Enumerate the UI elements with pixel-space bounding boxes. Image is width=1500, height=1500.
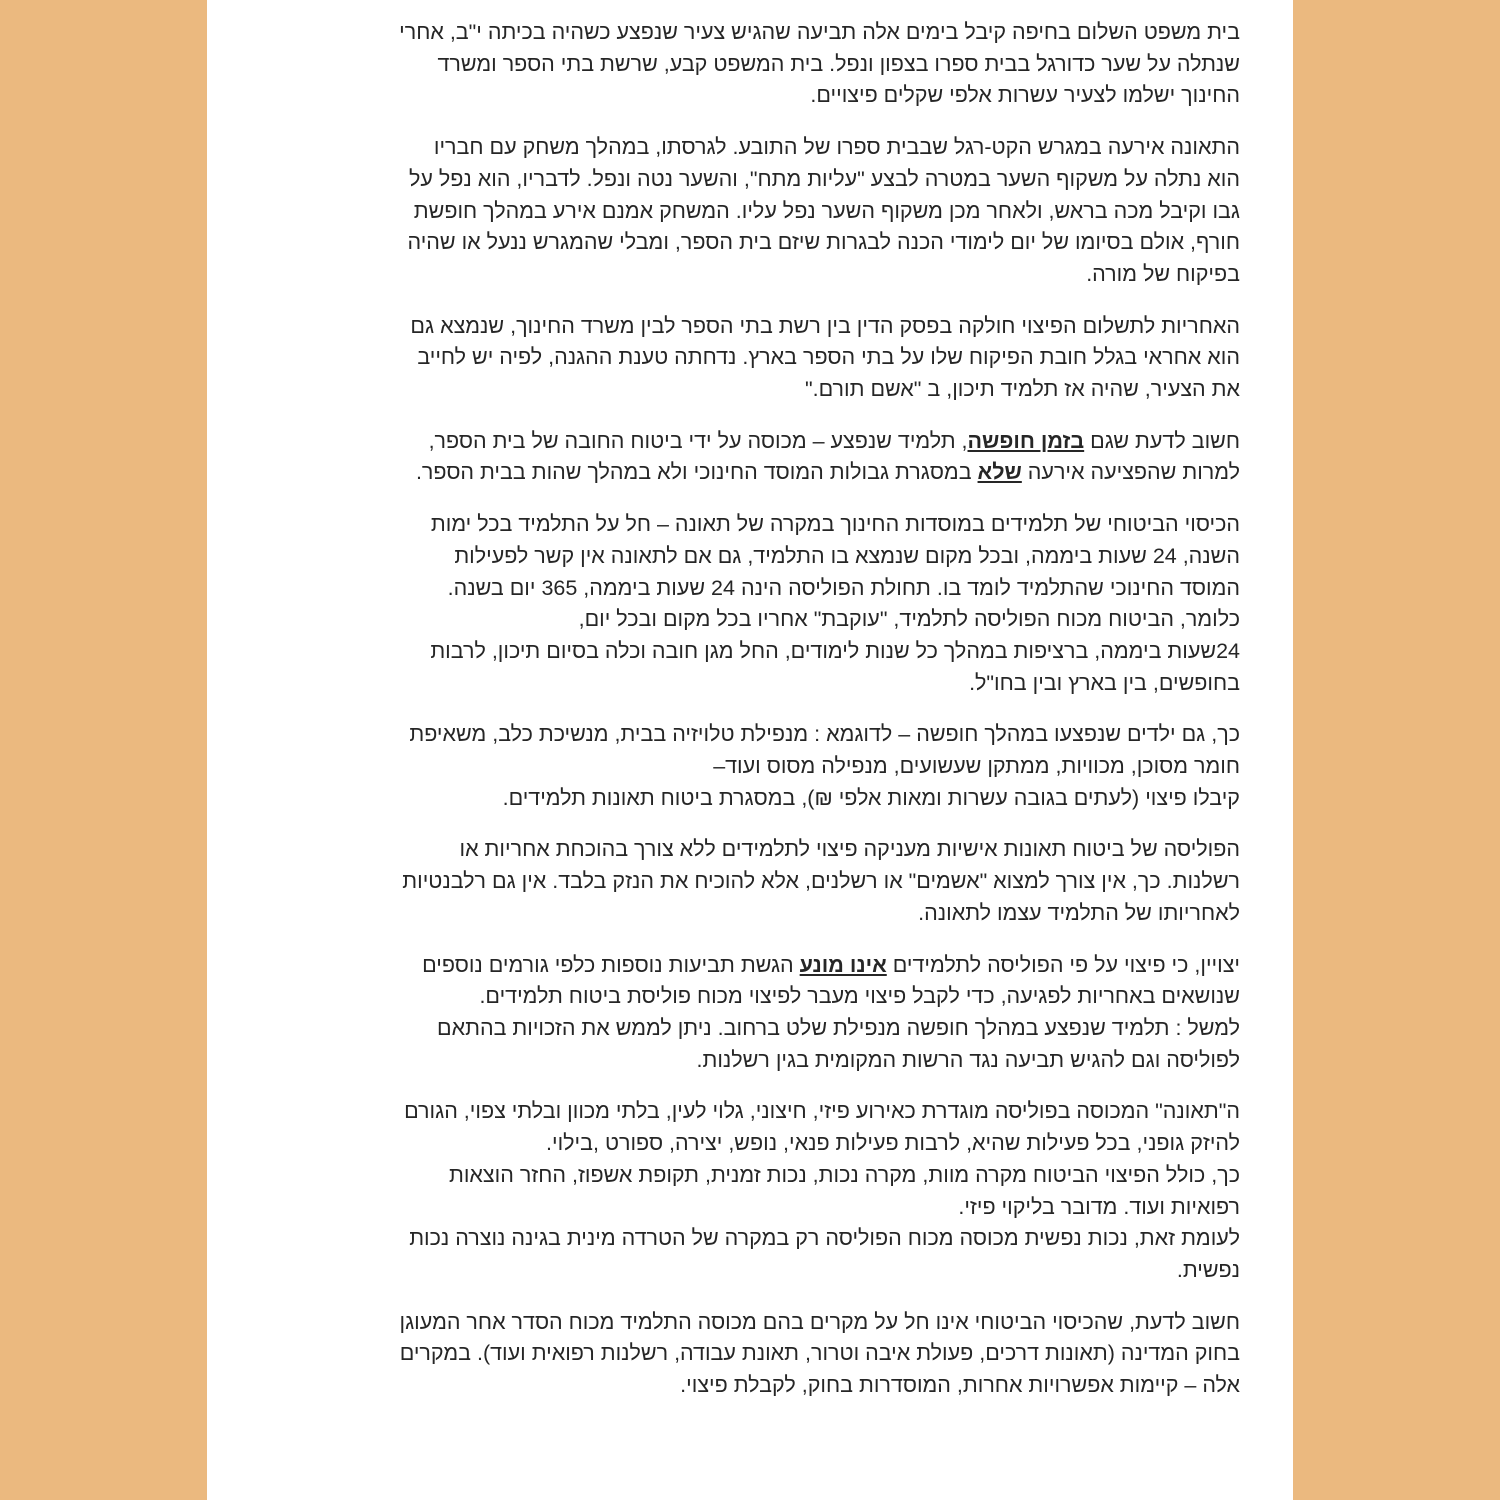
text-line	[287, 783, 1240, 815]
text-run: קיבלו פיצוי (לעתים בגובה עשרות ומאות אלפי ₪), במסגרת ביטוח תאונות תלמידים.	[502, 785, 1240, 810]
text-run: חומר מסוכן, מכוויות, ממתקן שעשועים, מנפילה מסוס ועוד–	[713, 754, 1240, 779]
text-run: ה"תאונה" המכוסה בפוליסה מוגדרת כאירוע פיזי, חיצוני, גלוי לעין, בלתי מכוון ובלתי צפוי, הגורם	[404, 1099, 1240, 1124]
text-line	[287, 426, 1240, 458]
text-run: שנתלה על שער כדורגל בבית ספרו בצפון ונפל. בית המשפט קבע, שרשת בתי הספר ומשרד	[437, 51, 1240, 76]
emphasized-text: אינו מונע	[799, 952, 887, 977]
text-line	[287, 981, 1240, 1013]
article-paragraph	[287, 834, 1240, 929]
text-line	[287, 866, 1240, 898]
article-body	[287, 17, 1240, 1422]
text-line	[287, 80, 1240, 112]
text-run: השנה, 24 שעות ביממה, ובכל מקום שנמצא בו התלמיד, גם אם לתאונה אין קשר לפעילות	[454, 543, 1240, 568]
text-line	[287, 196, 1240, 228]
text-run: בית משפט השלום בחיפה קיבל בימים אלה תביעה שהגיש צעיר שנפצע כשהיה בכיתה י"ב, אחרי	[399, 20, 1240, 44]
article-paragraph	[287, 311, 1240, 406]
article-paragraph	[287, 1307, 1240, 1402]
text-run: אלה – קיימות אפשרויות אחרות, המוסדרות בחוק, לקבלת פיצוי.	[680, 1373, 1240, 1398]
text-line	[287, 1370, 1240, 1402]
text-run: חשוב לדעת שגם	[1084, 428, 1240, 453]
text-run: הכיסוי הביטוחי של תלמידים במוסדות החינוך במקרה של תאונה – חל על התלמיד בכל ימות	[430, 512, 1240, 537]
text-line	[287, 573, 1240, 605]
article-paragraph	[287, 509, 1240, 699]
text-run: למשל : תלמיד שנפצע במהלך חופשה מנפילת שלט ברחוב. ניתן לממש את הזכויות בהתאם	[437, 1015, 1240, 1040]
text-run: כלומר, הביטוח מכוח הפוליסה לתלמיד, "עוקבת" אחריו בכל מקום ובכל יום,	[578, 607, 1240, 632]
text-line	[287, 1223, 1240, 1255]
text-line	[287, 132, 1240, 164]
text-run: למרות שהפציעה אירעה	[1021, 460, 1240, 485]
emphasized-text: שלא	[977, 460, 1022, 485]
text-line	[287, 1128, 1240, 1160]
text-run: חשוב לדעת, שהכיסוי הביטוחי אינו חל על מקרים בהם מכוסה התלמיד מכוח הסדר אחר המעוגן	[399, 1309, 1240, 1334]
text-run: חורף, אולם בסיומו של יום לימודי הכנה לבגרות שיזם בית הספר, ומבלי שהמגרש ננעל או שהיה	[407, 230, 1240, 255]
text-run: לפוליסה וגם להגיש תביעה נגד הרשות המקומית בגין רשלנות.	[696, 1047, 1240, 1072]
text-line	[287, 1338, 1240, 1370]
text-line	[287, 719, 1240, 751]
text-run: רשלנות. כך, אין צורך למצוא "אשמים" או רשלנים, אלא להוכיח את הנזק בלבד. אין גם רלבנטיות	[402, 869, 1240, 894]
text-line	[287, 1192, 1240, 1224]
text-run: בחופשים, בין בארץ ובין בחו"ל.	[969, 670, 1240, 695]
text-run: לעומת זאת, נכות נפשית מכוסה מכוח הפוליסה רק במקרה של הטרדה מינית בגינה נוצרה נכות	[409, 1226, 1240, 1251]
text-run: רפואיות ועוד. מדובר בליקוי פיזי.	[958, 1194, 1240, 1219]
text-line	[287, 49, 1240, 81]
text-line	[287, 164, 1240, 196]
text-run: שנושאים באחריות לפגיעה, כדי לקבל פיצוי מעבר לפיצוי מכוח פוליסת ביטוח תלמידים.	[479, 984, 1240, 1009]
text-line	[287, 1013, 1240, 1045]
text-line	[287, 259, 1240, 291]
text-run: 24שעות ביממה, ברציפות במהלך כל שנות לימודים, החל מגן חובה וכלה בסיום תיכון, לרבות	[430, 638, 1240, 663]
document-page	[207, 0, 1293, 1500]
article-paragraph	[287, 950, 1240, 1077]
text-line	[287, 1045, 1240, 1077]
text-run: במסגרת גבולות המוסד החינוכי ולא במהלך שהות בבית הספר.	[415, 460, 978, 485]
emphasized-text: בזמן חופשה	[967, 428, 1085, 453]
text-line	[287, 898, 1240, 930]
text-run: כך, כולל הפיצוי הביטוח מקרה מוות, מקרה נכות, נכות זמנית, תקופת אשפוז, החזר הוצאות	[448, 1162, 1240, 1187]
text-line	[287, 751, 1240, 783]
text-line	[287, 834, 1240, 866]
text-line	[287, 509, 1240, 541]
text-run: להיזק גופני, בכל פעילות שהיא, לרבות פעילות פנאי, נופש, יצירה, ספורט ,בילוי.	[546, 1131, 1240, 1156]
text-line	[287, 342, 1240, 374]
text-line	[287, 668, 1240, 700]
text-line	[287, 1255, 1240, 1287]
text-run: גבו וקיבל מכה בראש, ולאחר מכן משקוף השער נפל עליו. המשחק אמנם אירע במהלך חופשת	[413, 198, 1240, 223]
text-line	[287, 457, 1240, 489]
text-line	[287, 1160, 1240, 1192]
text-run: התאונה אירעה במגרש הקט-רגל שבבית ספרו של התובע. לגרסתו, במהלך משחק עם חבריו	[433, 135, 1240, 160]
text-run: את הצעיר, שהיה אז תלמיד תיכון, ב "אשם תורם."	[805, 377, 1240, 402]
text-line	[287, 1307, 1240, 1339]
text-run: לאחריותו של התלמיד עצמו לתאונה.	[918, 900, 1240, 925]
text-run: נפשית.	[1176, 1257, 1240, 1282]
article-paragraph	[287, 132, 1240, 291]
article-paragraph	[287, 1096, 1240, 1286]
text-line	[287, 1096, 1240, 1128]
text-run: החינוך ישלמו לצעיר עשרות אלפי שקלים פיצויים.	[810, 83, 1240, 108]
text-line	[287, 311, 1240, 343]
text-run: הוא אחראי בגלל חובת הפיקוח שלו על בתי הספר בארץ. נדחתה טענת ההגנה, לפיה יש לחייב	[417, 345, 1240, 370]
text-run: הוא נתלה על משקוף השער במטרה לבצע "עליות מתח", והשער נטה ונפל. לדבריו, הוא נפל על	[409, 166, 1240, 191]
text-line	[287, 17, 1240, 49]
text-run: יצויין, כי פיצוי על פי הפוליסה לתלמידים	[886, 952, 1240, 977]
text-run: , תלמיד שנפצע – מכוסה על ידי ביטוח החובה של בית הספר,	[428, 428, 968, 453]
text-run: בחוק המדינה (תאונות דרכים, פעולת איבה וטרור, תאונת עבודה, רשלנות רפואית ועוד). במקרים	[399, 1341, 1240, 1366]
text-run: בפיקוח של מורה.	[1086, 261, 1240, 286]
text-line	[287, 374, 1240, 406]
text-run: הגשת תביעות נוספות כלפי גורמים נוספים	[422, 952, 800, 977]
text-line	[287, 636, 1240, 668]
text-line	[287, 541, 1240, 573]
text-run: האחריות לתשלום הפיצוי חולקה בפסק הדין בין רשת בתי הספר לבין משרד החינוך, שנמצא גם	[410, 313, 1240, 338]
article-paragraph	[287, 17, 1240, 112]
text-run: המוסד החינוכי שהתלמיד לומד בו. תחולת הפוליסה הינה 24 שעות ביממה, 365 יום בשנה.	[447, 575, 1240, 600]
article-paragraph	[287, 719, 1240, 814]
article-paragraph	[287, 426, 1240, 489]
text-line	[287, 950, 1240, 982]
text-line	[287, 604, 1240, 636]
text-line	[287, 227, 1240, 259]
text-run: כך, גם ילדים שנפצעו במהלך חופשה – לדוגמא : מנפילת טלויזיה בבית, מנשיכת כלב, משאיפת	[409, 722, 1240, 747]
text-run: הפוליסה של ביטוח תאונות אישיות מעניקה פיצוי לתלמידים ללא צורך בהוכחת אחריות או	[459, 837, 1240, 862]
